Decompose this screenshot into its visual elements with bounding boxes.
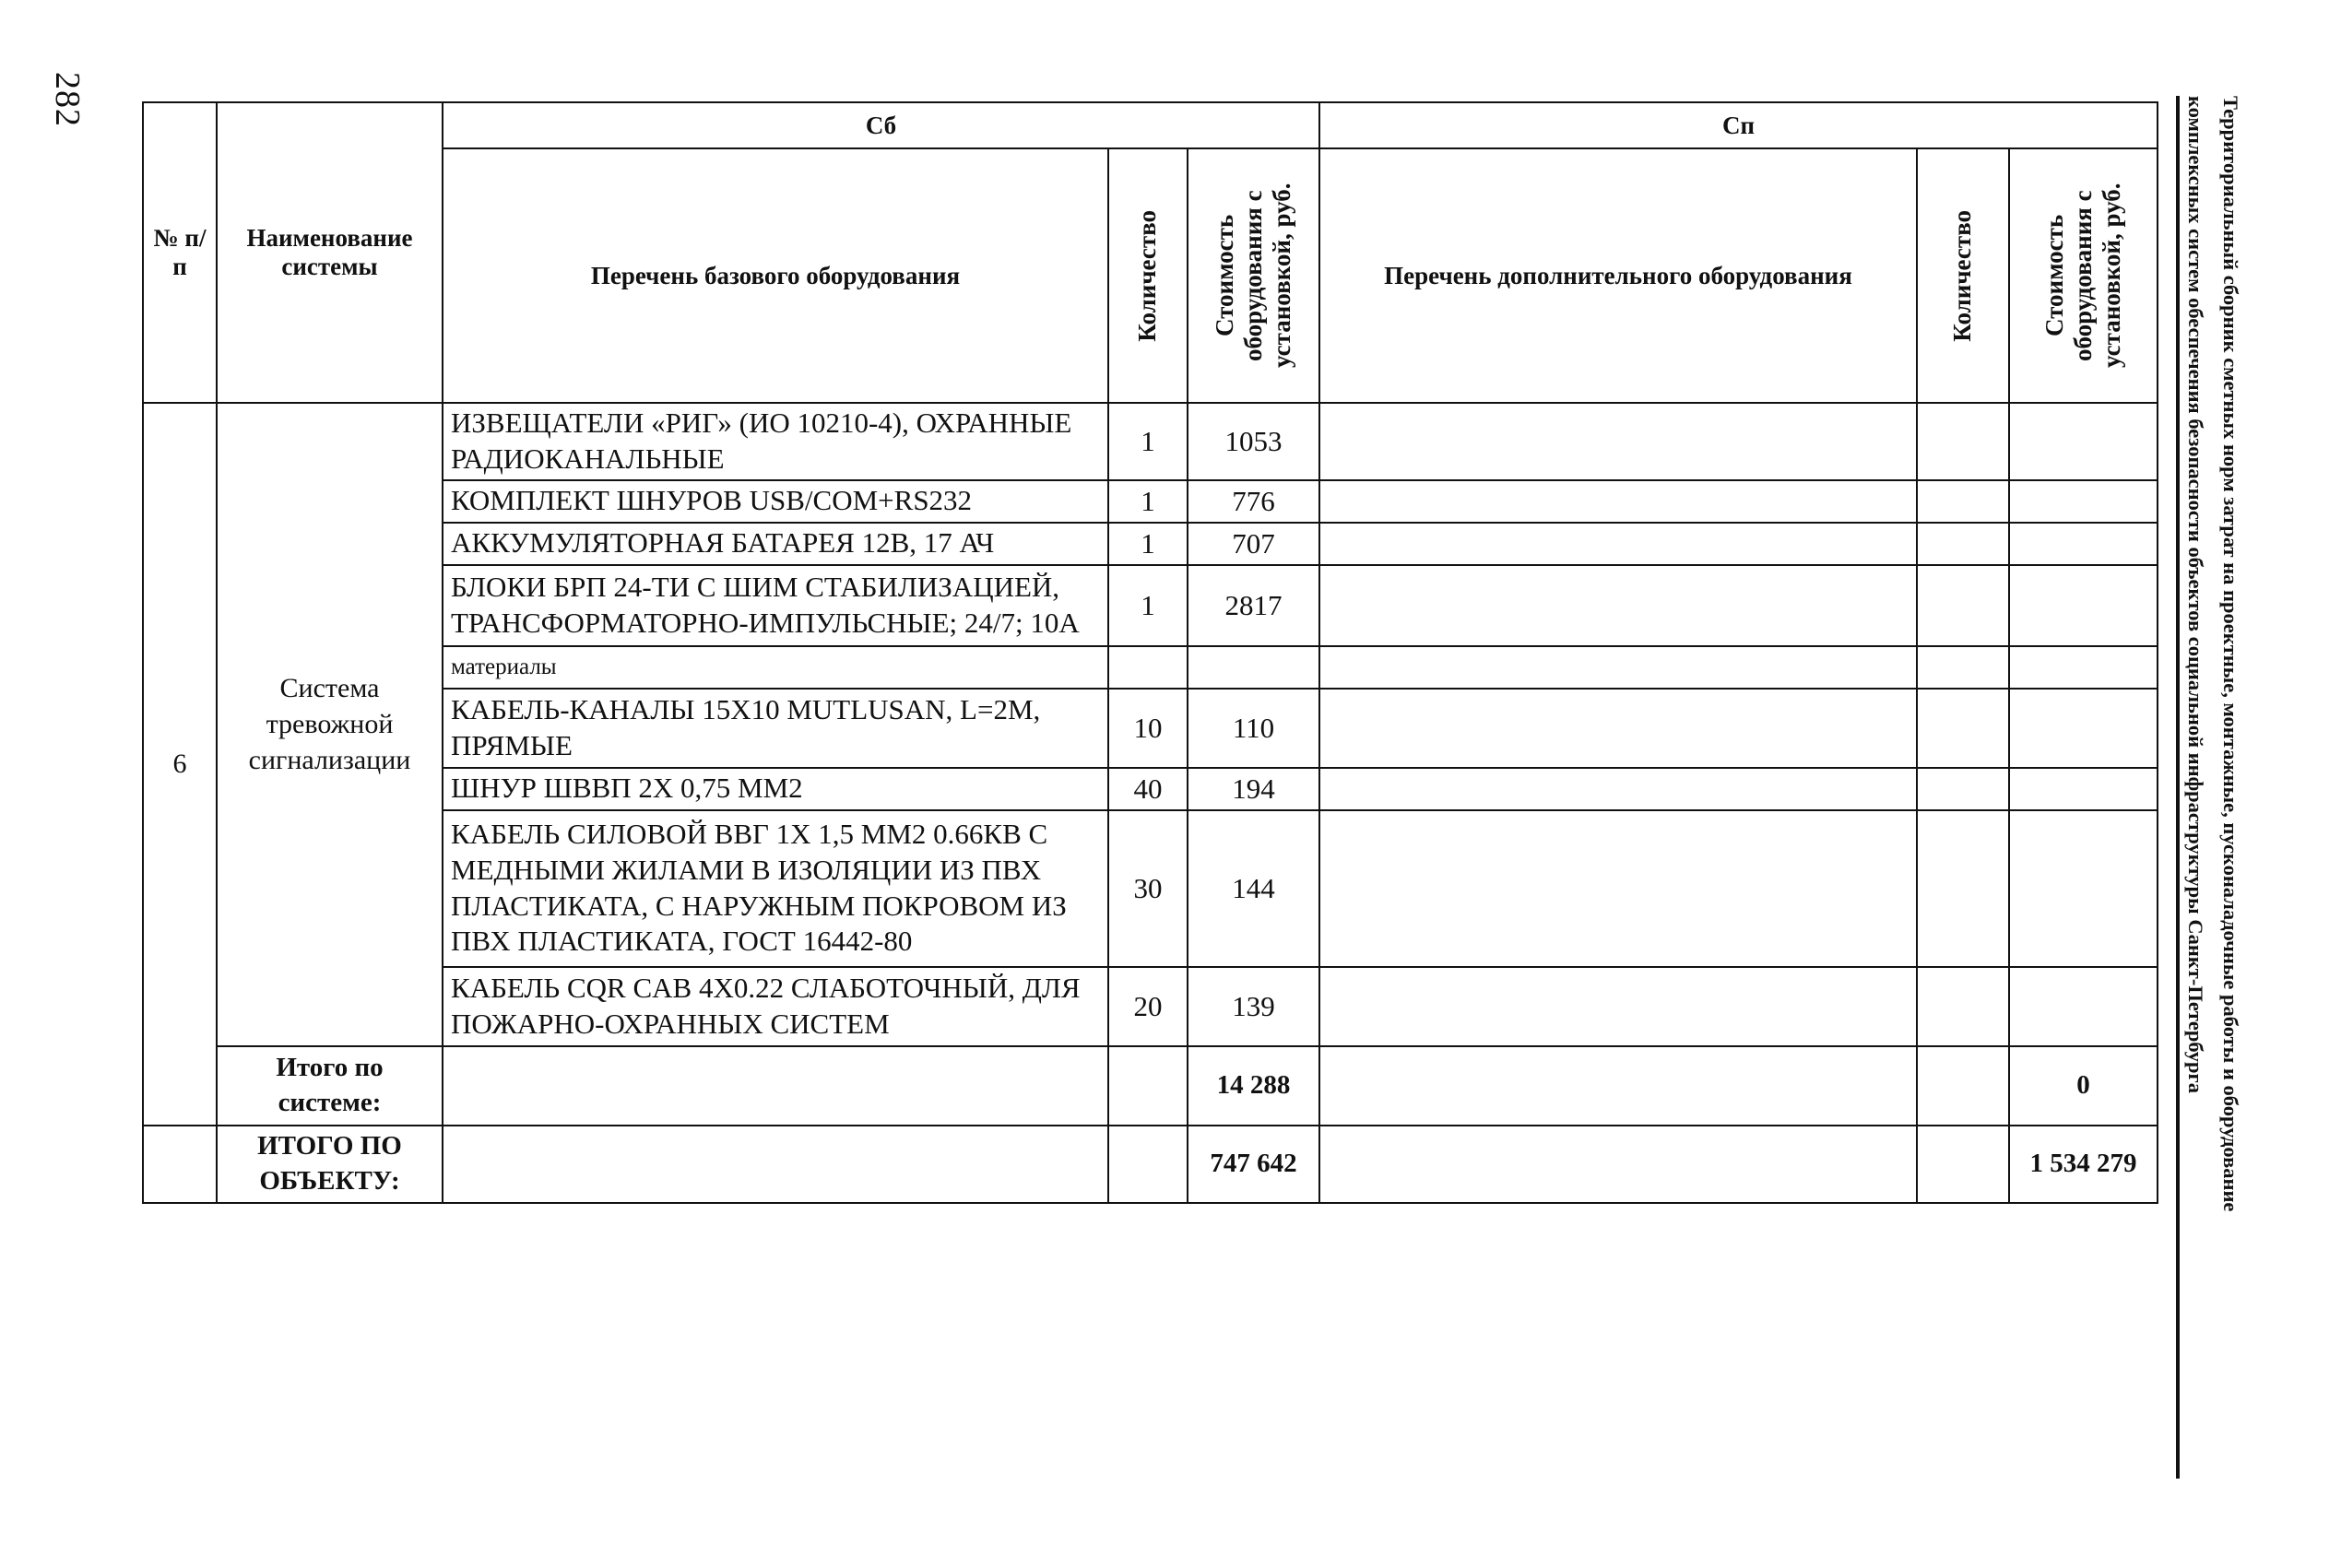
- header-group-sp: Сп: [1319, 102, 2158, 148]
- equipment-table: [142, 101, 2158, 1204]
- row-qty: 1: [1108, 565, 1188, 646]
- row-item: БЛОКИ БРП 24-ТИ С ШИМ СТАБИЛИЗАЦИЕЙ, ТРАНСФОРМАТОРНО-ИМПУЛЬСНЫЕ; 24/7; 10А: [443, 565, 1108, 646]
- row-add-qty: [1917, 480, 2009, 523]
- object-total-base-qty: [1108, 1126, 1188, 1203]
- row-cost: 707: [1188, 523, 1319, 565]
- row-item: КАБЕЛЬ СИЛОВОЙ ВВГ 1Х 1,5 ММ2 0.66КВ С МЕДНЫМИ ЖИЛАМИ В ИЗОЛЯЦИИ ИЗ ПВХ ПЛАСТИКАТА, С НАРУЖНЫМ ПОКРОВОМ ИЗ ПВХ ПЛАСТИКАТА, ГОСТ 16442-80: [443, 810, 1108, 967]
- row-item: АККУМУЛЯТОРНАЯ БАТАРЕЯ 12В, 17 АЧ: [443, 523, 1108, 565]
- header-base-cost-text: Стоимость оборудования с установкой, руб.: [1210, 183, 1296, 369]
- row-add-qty: [1917, 403, 2009, 480]
- row-item: КАБЕЛЬ-КАНАЛЫ 15Х10 MUTLUSAN, L=2М, ПРЯМЫЕ: [443, 689, 1108, 768]
- table-row: [143, 967, 2158, 1046]
- row-add-qty: [1917, 646, 2009, 689]
- row-item: КОМПЛЕКТ ШНУРОВ USB/COM+RS232: [443, 480, 1108, 523]
- row-item: материалы: [443, 646, 1108, 689]
- row-add-cost: [2009, 810, 2158, 967]
- system-total-base-cost: 14 288: [1188, 1046, 1319, 1126]
- row-cost: 1053: [1188, 403, 1319, 480]
- row-cost: 194: [1188, 768, 1319, 810]
- object-total-base-list: [443, 1126, 1108, 1203]
- object-total-row: [143, 1126, 2158, 1203]
- page-number: 282: [48, 72, 87, 127]
- system-total-base-list: [443, 1046, 1108, 1126]
- table-row: [143, 565, 2158, 646]
- row-cost: 144: [1188, 810, 1319, 967]
- system-total-add-list: [1319, 1046, 1917, 1126]
- row-add-qty: [1917, 523, 2009, 565]
- system-total-add-cost: 0: [2009, 1046, 2158, 1126]
- header-base-list: Перечень базового оборудования: [443, 148, 1108, 403]
- row-add-qty: [1917, 810, 2009, 967]
- row-qty: 10: [1108, 689, 1188, 768]
- system-total-label: Итого по системе:: [217, 1046, 443, 1126]
- row-add-item: [1319, 810, 1917, 967]
- row-add-item: [1319, 403, 1917, 480]
- row-add-cost: [2009, 768, 2158, 810]
- object-total-add-list: [1319, 1126, 1917, 1203]
- row-add-item: [1319, 480, 1917, 523]
- row-add-qty: [1917, 967, 2009, 1046]
- row-add-qty: [1917, 768, 2009, 810]
- row-add-item: [1319, 523, 1917, 565]
- row-qty: 1: [1108, 523, 1188, 565]
- row-add-item: [1319, 646, 1917, 689]
- header-group-sb: Сб: [443, 102, 1319, 148]
- table-row: [143, 480, 2158, 523]
- row-add-qty: [1917, 689, 2009, 768]
- header-add-qty-text: Количество: [1948, 209, 1977, 342]
- header-add-cost-text: Стоимость оборудования с установкой, руб.: [2040, 183, 2126, 369]
- header-add-list: Перечень дополнительного оборудования: [1319, 148, 1917, 403]
- object-total-add-qty: [1917, 1126, 2009, 1203]
- row-qty: 20: [1108, 967, 1188, 1046]
- header-add-cost: [2009, 148, 2158, 403]
- row-cost: 776: [1188, 480, 1319, 523]
- row-add-qty: [1917, 565, 2009, 646]
- row-item: КАБЕЛЬ CQR CAB 4Х0.22 СЛАБОТОЧНЫЙ, ДЛЯ ПОЖАРНО-ОХРАННЫХ СИСТЕМ: [443, 967, 1108, 1046]
- header-num: № п/п: [143, 102, 217, 403]
- header-add-qty: [1917, 148, 2009, 403]
- object-total-index: [143, 1126, 217, 1203]
- row-qty: [1108, 646, 1188, 689]
- system-total-base-qty: [1108, 1046, 1188, 1126]
- row-qty: 1: [1108, 403, 1188, 480]
- running-head-line-1: Территориальный сборник сметных норм затрат на проектные, монтажные, пусконаладочные работы и оборудование: [2219, 96, 2242, 1212]
- table-row: [143, 810, 2158, 967]
- row-cost: 139: [1188, 967, 1319, 1046]
- running-head: [2178, 96, 2248, 1479]
- table-row: [143, 403, 2158, 480]
- system-name: Система тревожной сигнализации: [217, 403, 443, 1046]
- table-row: [143, 768, 2158, 810]
- row-add-item: [1319, 967, 1917, 1046]
- row-qty: 30: [1108, 810, 1188, 967]
- header-base-qty-text: Количество: [1133, 209, 1162, 342]
- row-add-cost: [2009, 565, 2158, 646]
- header-system: Наименование системы: [217, 102, 443, 403]
- table-row: [143, 646, 2158, 689]
- row-add-item: [1319, 768, 1917, 810]
- row-add-item: [1319, 565, 1917, 646]
- row-add-cost: [2009, 689, 2158, 768]
- system-index: 6: [143, 403, 217, 1126]
- row-item: ШНУР ШВВП 2Х 0,75 ММ2: [443, 768, 1108, 810]
- object-total-label: ИТОГО ПО ОБЪЕКТУ:: [217, 1126, 443, 1203]
- row-cost: 110: [1188, 689, 1319, 768]
- system-total-add-qty: [1917, 1046, 2009, 1126]
- running-head-line-2: комплексных систем обеспечения безопасности объектов социальной инфраструктуры Санкт-Петербурга: [2184, 96, 2207, 1094]
- row-add-item: [1319, 689, 1917, 768]
- row-cost: [1188, 646, 1319, 689]
- row-item: ИЗВЕЩАТЕЛИ «РИГ» (ИО 10210-4), ОХРАННЫЕ РАДИОКАНАЛЬНЫЕ: [443, 403, 1108, 480]
- row-qty: 40: [1108, 768, 1188, 810]
- system-total-row: [143, 1046, 2158, 1126]
- header-base-cost: [1188, 148, 1319, 403]
- object-total-add-cost: 1 534 279: [2009, 1126, 2158, 1203]
- row-add-cost: [2009, 480, 2158, 523]
- row-add-cost: [2009, 967, 2158, 1046]
- row-add-cost: [2009, 523, 2158, 565]
- row-cost: 2817: [1188, 565, 1319, 646]
- row-add-cost: [2009, 403, 2158, 480]
- object-total-base-cost: 747 642: [1188, 1126, 1319, 1203]
- row-qty: 1: [1108, 480, 1188, 523]
- header-base-qty: [1108, 148, 1188, 403]
- table-row: [143, 523, 2158, 565]
- row-add-cost: [2009, 646, 2158, 689]
- table-row: [143, 689, 2158, 768]
